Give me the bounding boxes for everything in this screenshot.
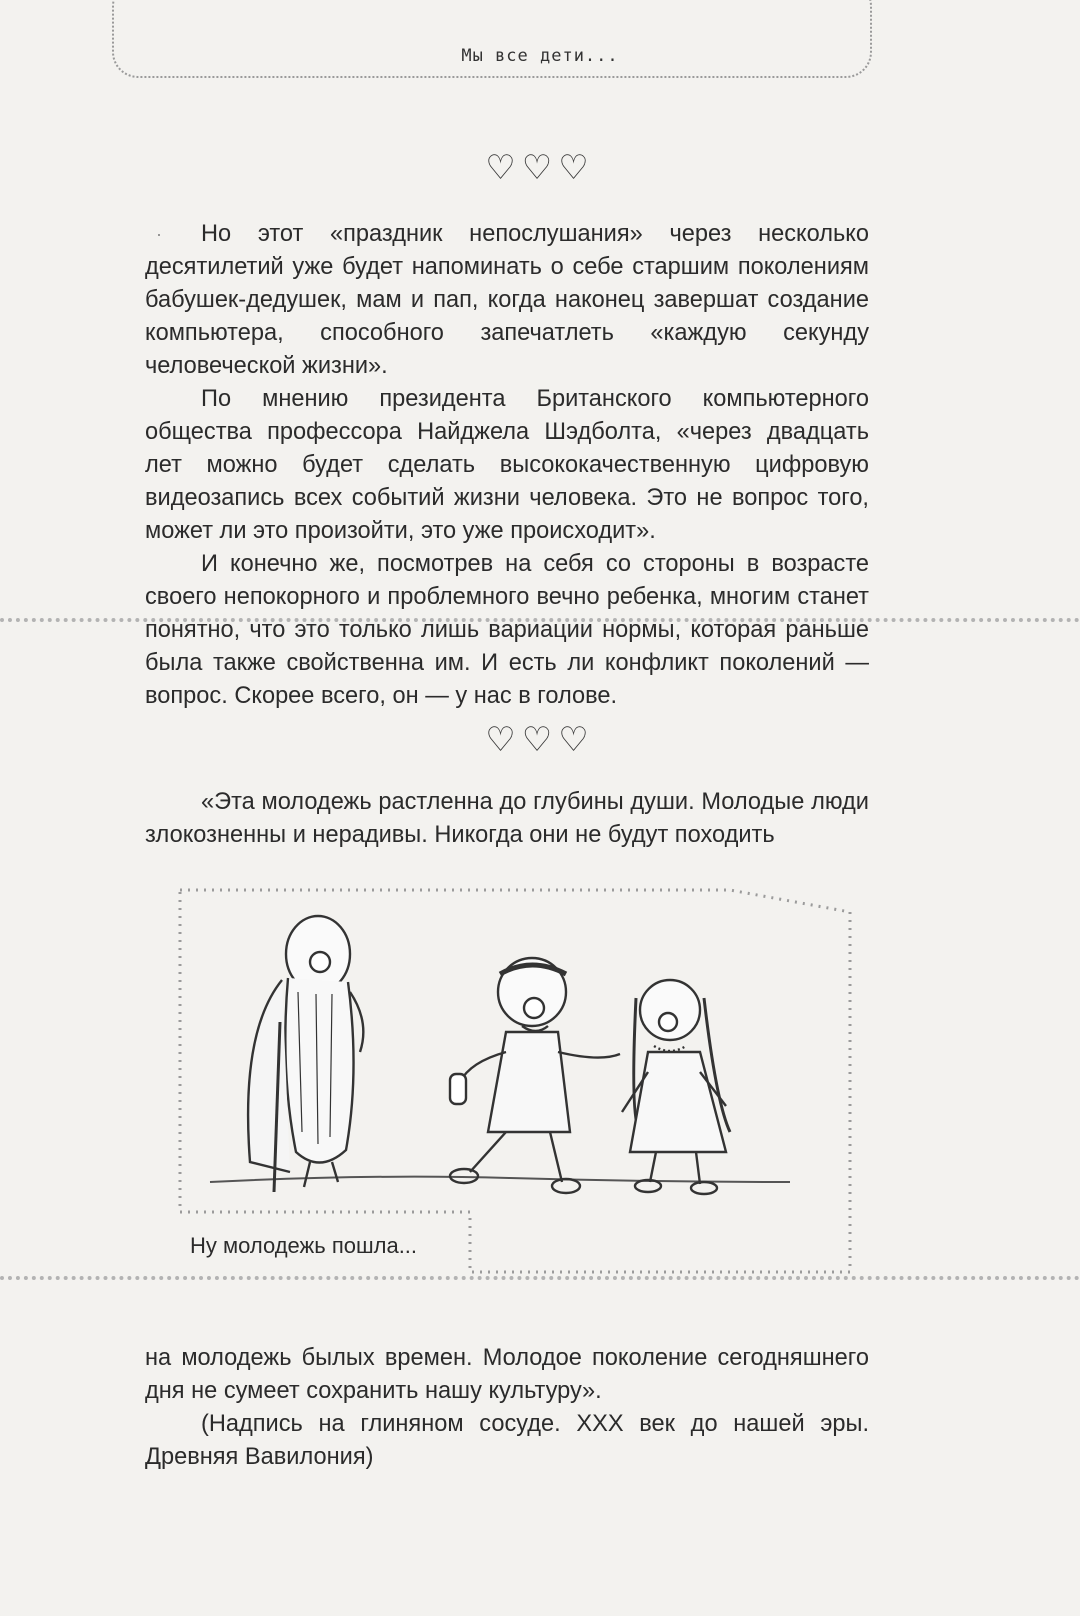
illustration-svg (170, 882, 854, 1282)
boy-figure (450, 958, 620, 1193)
running-title: Мы все дети... (461, 46, 619, 66)
old-man-figure (248, 916, 363, 1192)
corner-mark: · (156, 224, 162, 244)
dotted-rule-bottom (0, 1276, 1080, 1280)
paragraph-3: И конечно же, посмотрев на себя со стороны в возрасте своего непокорного и проблемного вечно ребенка, многим станет понятно, что это только лишь вариации нормы, которая раньше была также свойственна им. И есть ли конфликт поколений — вопрос. Скорее всего, он — у нас в голове. (145, 551, 869, 709)
girl-figure (622, 980, 730, 1194)
header-frame (112, 0, 872, 78)
quote-start-block (145, 786, 869, 852)
quote-end-block (145, 1342, 869, 1474)
paragraph-2: По мнению президента Британского компьютерного общества профессора Найджела Шэдболта, «через двадцать лет можно будет сделать высококачественную цифровую видеозапись всех событий жизни человека. Это не вопрос того, может ли это произойти, это уже происходит». (145, 386, 869, 544)
section1-text (145, 218, 869, 713)
illustration-caption: Ну молодежь пошла... (190, 1233, 418, 1258)
paragraph-1: Но этот «праздник непослушания» через несколько десятилетий уже будет напоминать о себе старшим поколениям бабушек-дедушек, мам и пап, когда наконец завершат создание компьютера, способного запечатлеть «каждую секунду человеческой жизни». (145, 221, 869, 379)
quote-start: «Эта молодежь растленна до глубины души. Молодые люди злокозненны и нерадивы. Никогда они не будут походить (145, 789, 869, 848)
hearts-divider-1: ♡♡♡ (485, 148, 595, 188)
hearts-divider-2: ♡♡♡ (485, 720, 595, 760)
illustration-frame (170, 882, 854, 1282)
quote-end: на молодежь былых времен. Молодое поколение сегодняшнего дня не сумеет сохранить нашу культуру». (145, 1345, 869, 1404)
quote-source: (Надпись на глиняном сосуде. XXX век до нашей эры. Древняя Вавилония) (145, 1411, 869, 1470)
dotted-rule-bleed (0, 618, 1080, 622)
